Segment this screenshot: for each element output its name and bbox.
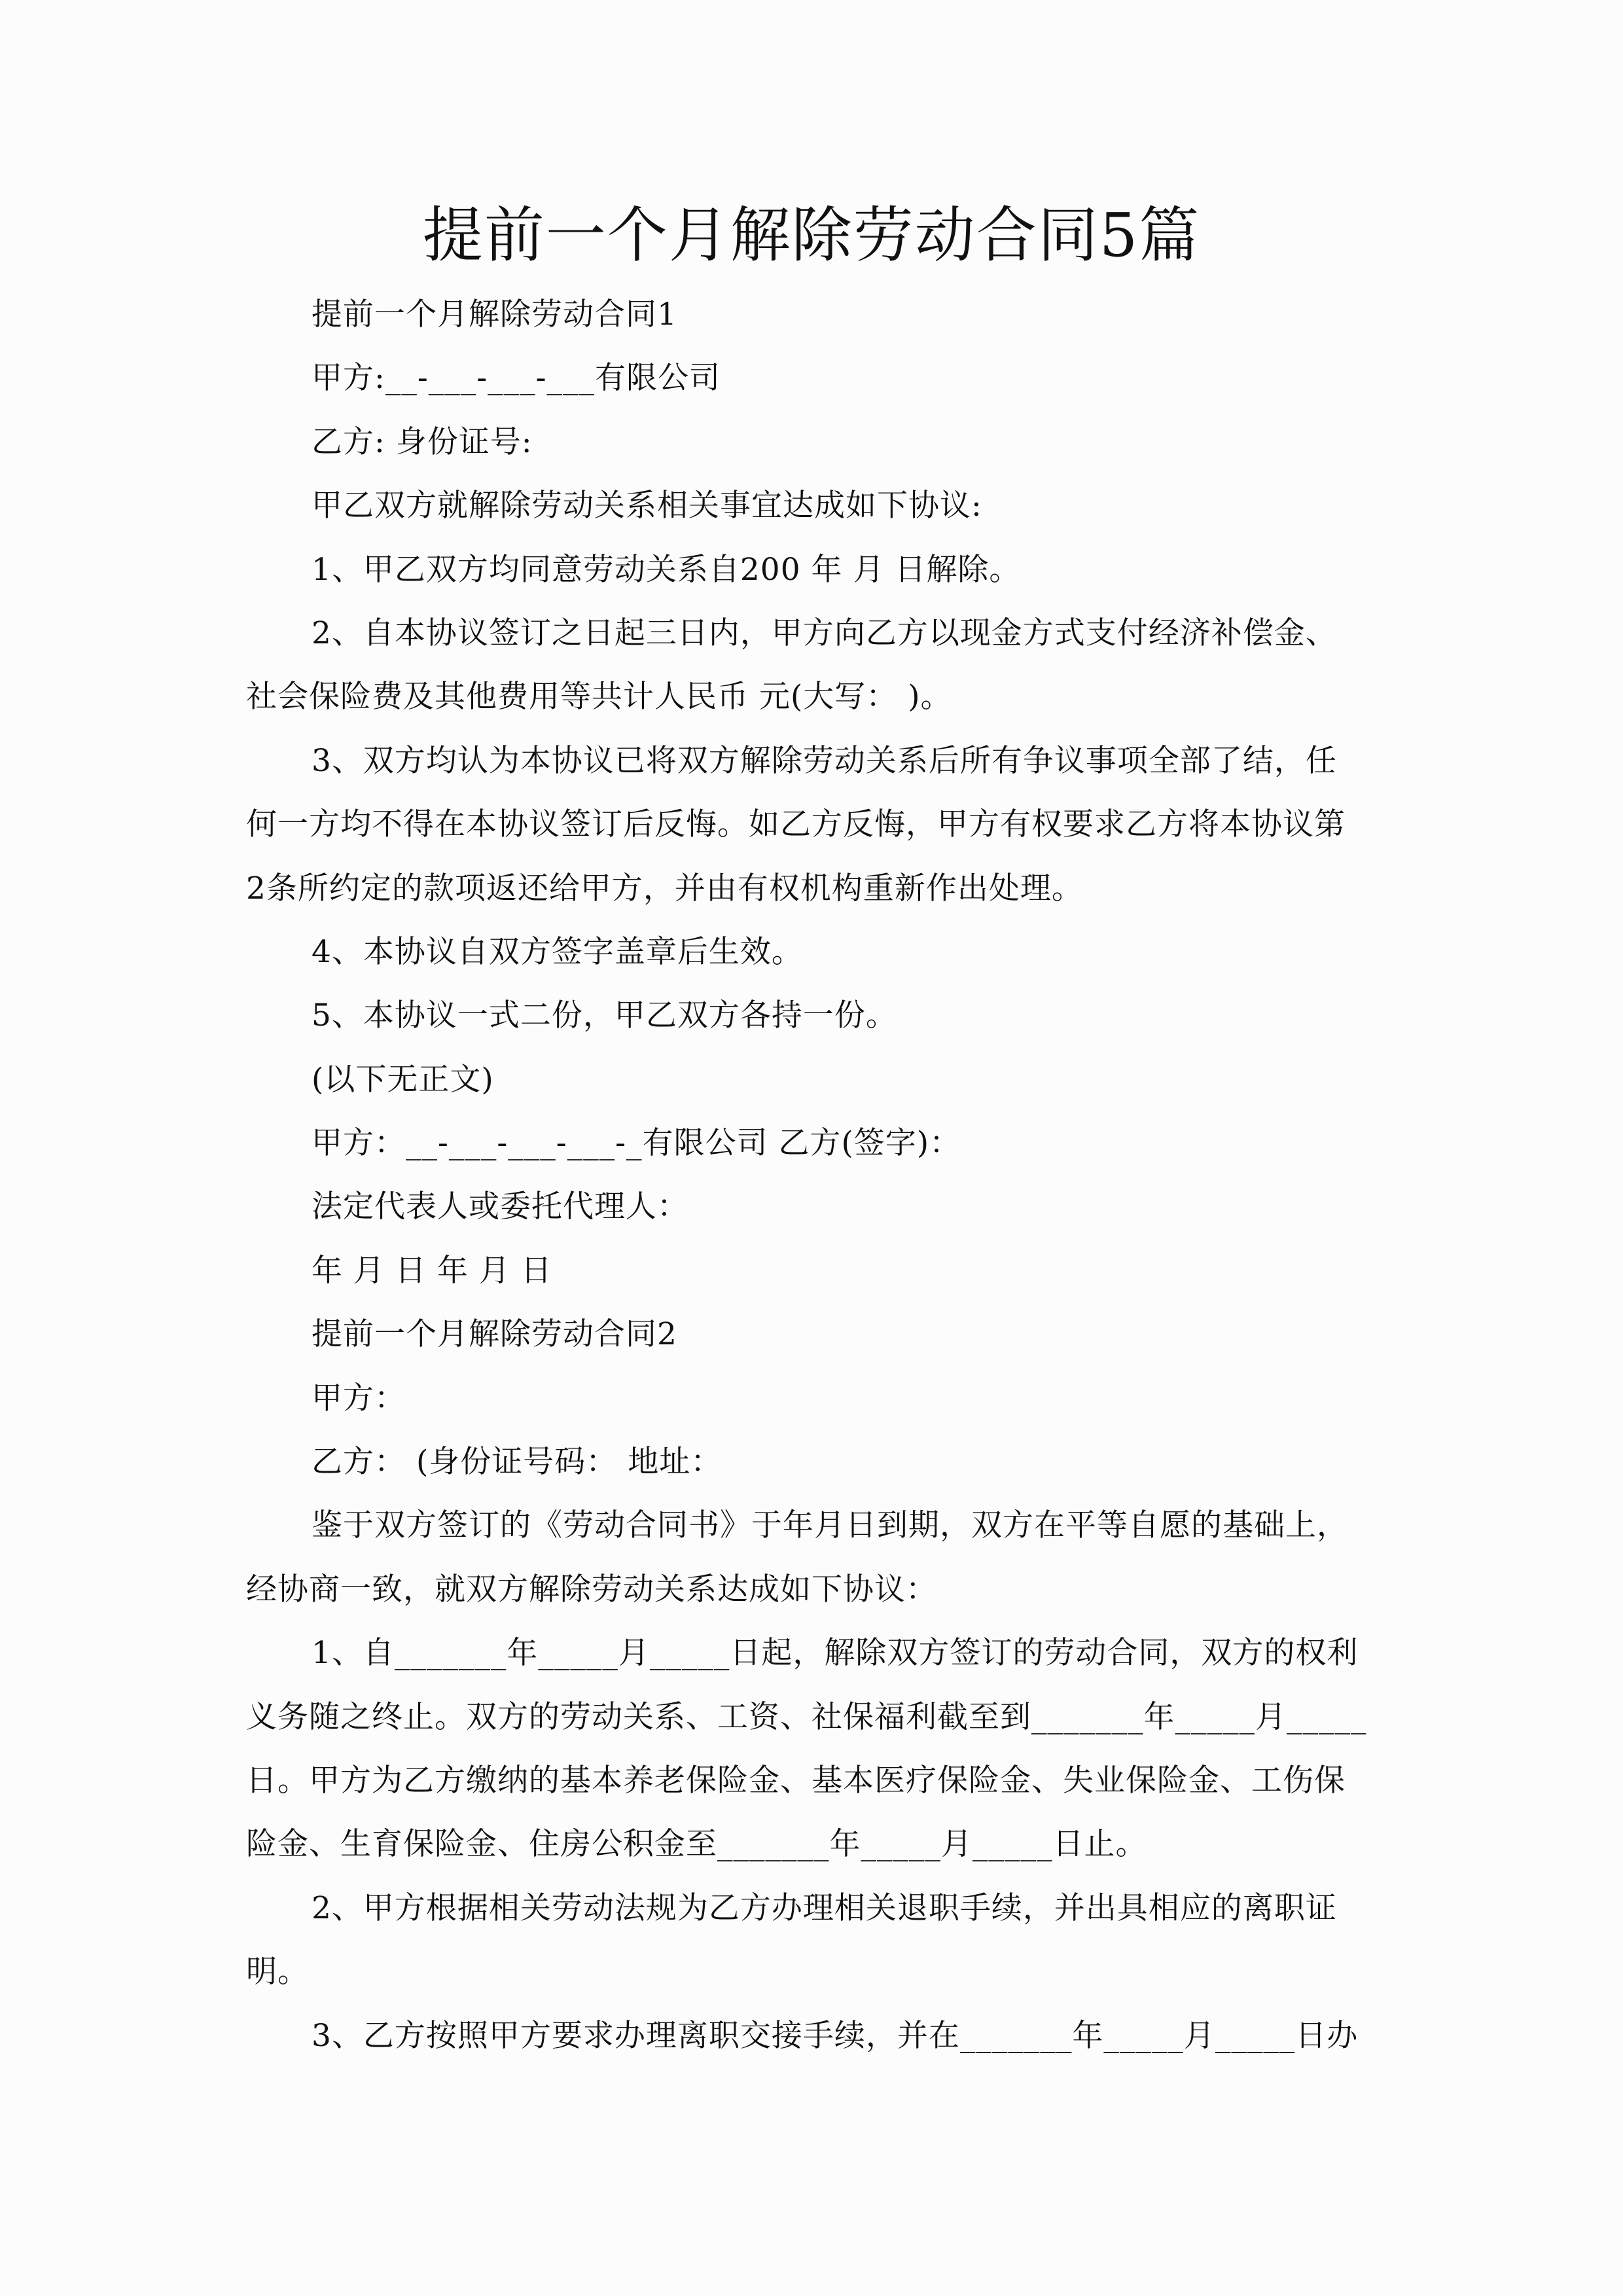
end-of-text-note: (以下无正文) [312, 1061, 494, 1098]
document-body [246, 283, 1382, 2068]
clause-5: 5、本协议一式二份，甲乙双方各持一份。 [312, 997, 897, 1034]
clause-3-line-1: 3、双方均认为本协议已将双方解除劳动关系后所有争议事项全部了结，任 [312, 742, 1337, 779]
clause-1-line-3: 日。甲方为乙方缴纳的基本养老保险金、基本医疗保险金、失业保险金、工伤保 [246, 1762, 1346, 1799]
legal-representative: 法定代表人或委托代理人： [312, 1189, 688, 1225]
document-title: 提前一个月解除劳动合同5篇 [422, 200, 1201, 270]
clause-1-line-4: 险金、生育保险金、住房公积金至_______年_____月_____日止。 [246, 1826, 1147, 1863]
preamble-line-2: 经协商一致，就双方解除劳动关系达成如下协议： [246, 1571, 937, 1607]
clause-1-line-1: 1、自_______年_____月_____日起，解除双方签订的劳动合同，双方的权利 [312, 1635, 1359, 1672]
clause-2-line-2-b: 明。 [246, 1954, 309, 1990]
section-heading-contract-2: 提前一个月解除劳动合同2 [312, 1316, 677, 1353]
clause-3-line-3: 2条所约定的款项返还给甲方，并由有权机构重新作出处理。 [246, 870, 1083, 906]
clause-1: 1、甲乙双方均同意劳动关系自200 年 月 日解除。 [312, 551, 1021, 588]
party-a-line-2: 甲方： [312, 1380, 406, 1416]
clause-1-line-2: 义务随之终止。双方的劳动关系、工资、社保福利截至到_______年_____月_____ [246, 1698, 1367, 1735]
party-b-line: 乙方: 身份证号: [312, 423, 533, 460]
party-b-line-2: 乙方： (身份证号码： 地址： [312, 1444, 722, 1480]
signature-parties: 甲方：__-___-___-___-_有限公司 乙方(签字)： [312, 1125, 961, 1162]
clause-2-line-1-b: 2、甲方根据相关劳动法规为乙方办理相关退职手续，并出具相应的离职证 [312, 1890, 1337, 1926]
signature-dates: 年 月 日 年 月 日 [312, 1252, 552, 1289]
clause-3-line-2: 何一方均不得在本协议签订后反悔。如乙方反悔，甲方有权要求乙方将本协议第 [246, 806, 1346, 843]
clause-3-line-1-b: 3、乙方按照甲方要求办理离职交接手续，并在_______年_____月_____日办 [312, 2017, 1359, 2054]
section-heading-contract-1: 提前一个月解除劳动合同1 [312, 296, 677, 332]
preamble-line-1: 鉴于双方签订的《劳动合同书》于年月日到期，双方在平等自愿的基础上， [312, 1507, 1348, 1544]
party-a-line: 甲方:__-___-___-___有限公司 [312, 360, 721, 397]
agreement-intro: 甲乙双方就解除劳动关系相关事宜达成如下协议: [312, 488, 982, 524]
clause-4: 4、本协议自双方签字盖章后生效。 [312, 933, 803, 970]
clause-2-line-1: 2、自本协议签订之日起三日内，甲方向乙方以现金方式支付经济补偿金、 [312, 615, 1337, 651]
clause-2-line-2: 社会保险费及其他费用等共计人民币 元(大写： )。 [246, 679, 952, 715]
